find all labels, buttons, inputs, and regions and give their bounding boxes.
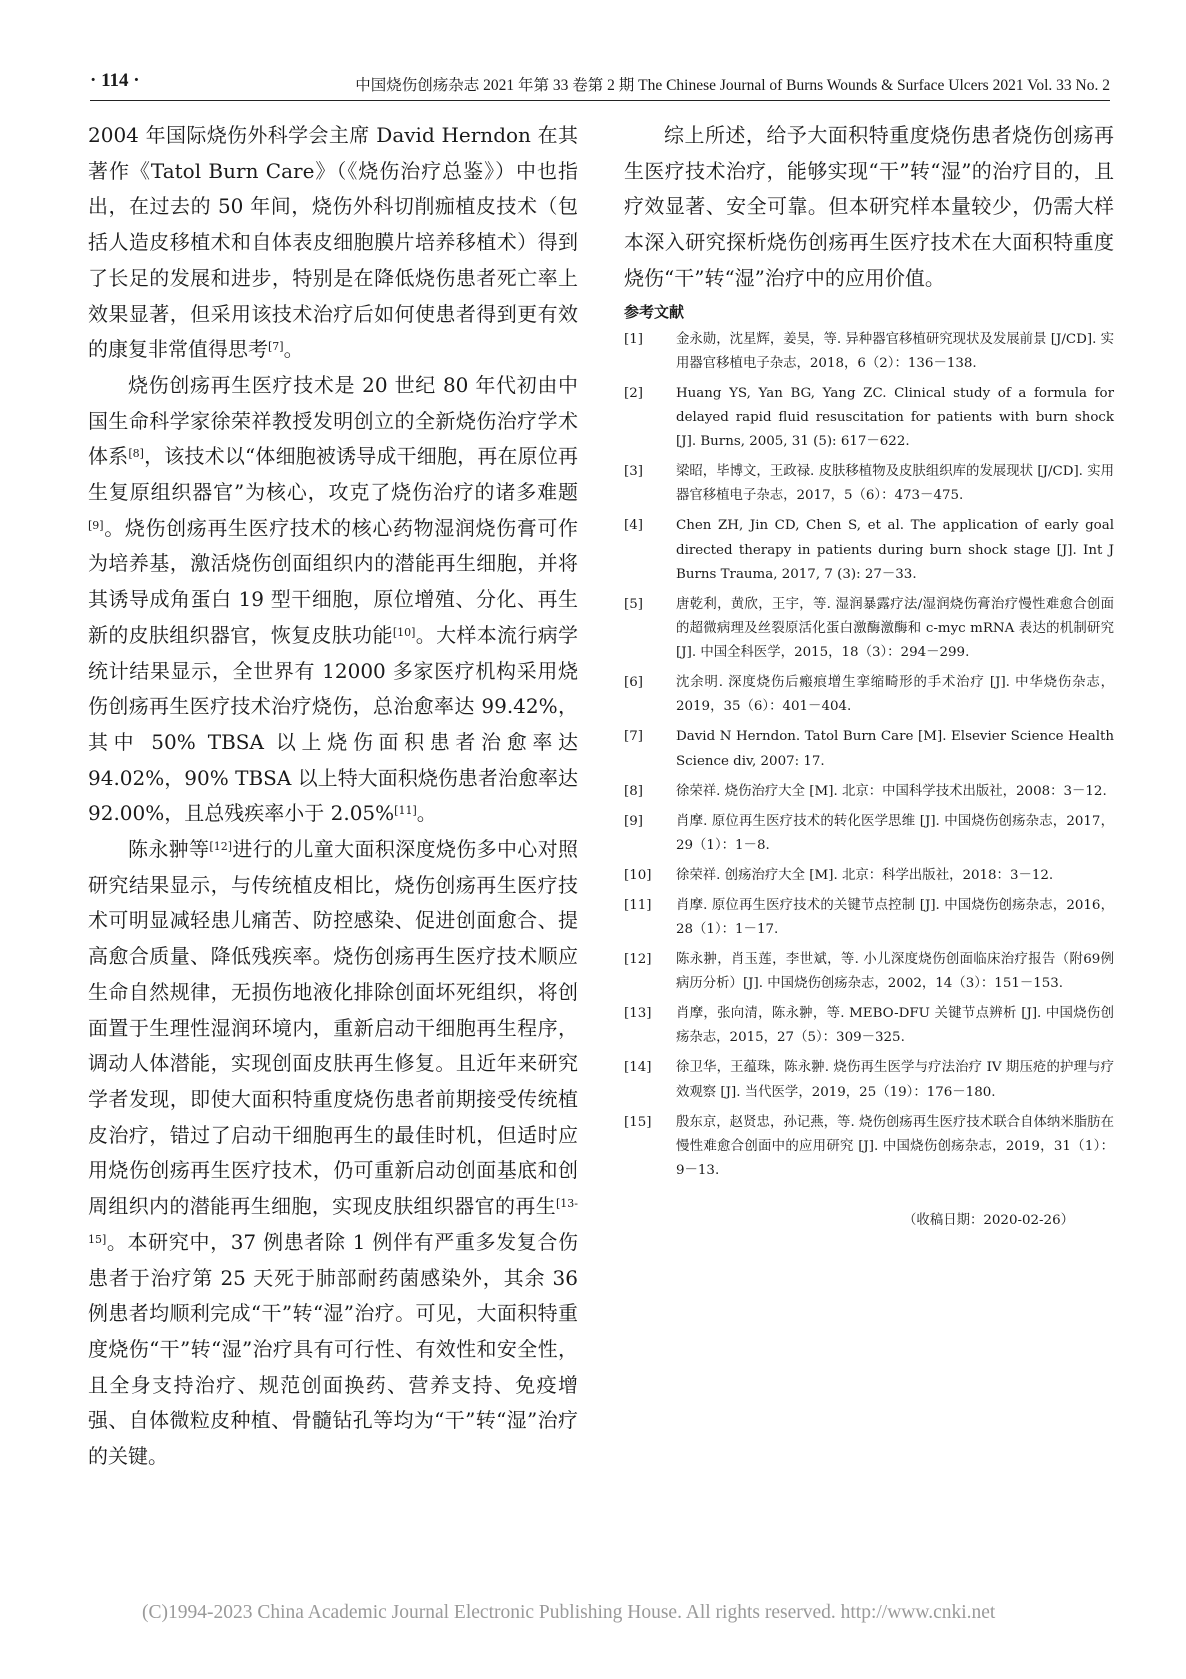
reference-item: [624, 1056, 1114, 1104]
reference-list: [624, 328, 1114, 1184]
left-column: [88, 118, 578, 1475]
page-number: · 114 ·: [90, 70, 140, 91]
reference-number: [2]: [624, 385, 643, 401]
paragraph-text: ，该技术以“体细胞被诱导成干细胞，再在原位再生复原组织器官”为核心，攻克了烧伤治疗的诸多难题: [88, 444, 579, 505]
references-heading: 参考文献: [624, 302, 685, 321]
reference-item: [624, 894, 1114, 942]
reference-text: Chen ZH, Jin CD, Chen S, et al. The application of early goal directed therapy in patients during burn shock stage [J]. Int J Burns Trauma, 2017, 7 (3): 27－33.: [676, 518, 1114, 582]
reference-item: [624, 382, 1114, 455]
paragraph-text: 2004 年国际烧伤外科学会主席 David Herndon 在其著作《Tatol Burn Care》（《烧伤治疗总鉴》）中也指出，在过去的 50 年间，烧伤外科切削痂植皮技术（包括人造皮移植术和自体表皮细胞膜片培养移植术）得到了长足的发展和进步，特别是在降低烧伤患者死亡率上效果显著，但采用该技术治疗后如何使患者得到更有效的康复非常值得思考: [88, 123, 578, 362]
reference-text: 肖摩. 原位再生医疗技术的关键节点控制 [J]. 中国烧伤创疡杂志，2016，28（1）：1－17.: [676, 897, 1114, 937]
paragraph-text: 。: [416, 801, 437, 826]
reference-number: [9]: [624, 813, 643, 829]
reference-item: [624, 593, 1114, 666]
copyright-footer: (C)1994-2023 China Academic Journal Electronic Publishing House. All rights reserved. http://www.cnki.net: [142, 1602, 996, 1623]
citation: [12]: [209, 840, 233, 854]
reference-number: [12]: [624, 951, 652, 967]
citation: [8]: [128, 447, 144, 461]
journal-running-title: 中国烧伤创疡杂志 2021 年第 33 卷第 2 期 The Chinese Journal of Burns Wounds & Surface Ulcers 2021 Vol. 33 No. 2: [355, 77, 1110, 94]
reference-number: [14]: [624, 1060, 652, 1076]
paragraph-text: 。大样本流行病学统计结果显示，全世界有 12000 多家医疗机构采用烧伤创疡再生医疗技术治疗烧伤，总治愈率达 99.42%，其中 50% TBSA 以上烧伤面积患者治愈率达 94.02%，90% TBSA 以上特大面积烧伤患者治愈率达 92.00%，且总残疾率小于 2.05%: [88, 622, 579, 826]
reference-item: [624, 864, 1114, 888]
reference-text: 金永勋，沈星辉，姜昊，等. 异种器官移植研究现状及发展前景 [J/CD]. 实用器官移植电子杂志，2018，6（2）：136－138.: [676, 331, 1114, 371]
reference-number: [3]: [624, 464, 643, 480]
paragraph-text: 陈永翀等: [128, 837, 210, 862]
reference-item: [624, 1002, 1114, 1050]
conclusion-paragraph: 综上所述，给予大面积特重度烧伤患者烧伤创疡再生医疗技术治疗，能够实现“干”转“湿”的治疗目的，且疗效显著、安全可靠。但本研究样本量较少，仍需大样本深入研究探析烧伤创疡再生医疗技术在大面积特重度烧伤“干”转“湿”治疗中的应用价值。: [624, 123, 1114, 290]
reference-number: [6]: [624, 675, 643, 691]
body-paragraph: [88, 832, 578, 1475]
paragraph-text: 。烧伤创疡再生医疗技术的核心药物湿润烧伤膏可作为培养基，激活烧伤创面组织内的潜能再生细胞，并将其诱导成角蛋白 19 型干细胞，原位增殖、分化、再生新的皮肤组织器官，恢复皮肤功能: [88, 515, 578, 647]
reference-number: [1]: [624, 331, 643, 347]
citation: [10]: [392, 625, 416, 639]
reference-text: 徐荣祥. 创疡治疗大全 [M]. 北京：科学出版社，2018：3－12.: [676, 867, 1054, 883]
reference-text: 沈余明. 深度烧伤后瘢痕增生挛缩畸形的手术治疗 [J]. 中华烧伤杂志，2019，35（6）：401－404.: [676, 675, 1114, 715]
citation: [9]: [88, 518, 104, 532]
right-column: [624, 118, 1114, 1228]
citation: [7]: [268, 340, 284, 354]
reference-item: [624, 328, 1114, 376]
paragraph-text: 烧伤创疡再生医疗技术是 20 世纪 80 年代初由中国生命科学家徐荣祥教授发明创立的全新烧伤治疗学术体系: [88, 372, 578, 469]
reference-text: 唐乾利，黄欣，王宇，等. 湿润暴露疗法/湿润烧伤膏治疗慢性难愈合创面的超微病理及丝裂原活化蛋白激酶激酶和 c-myc mRNA 表达的机制研究 [J]. 中国全科医学，2015，18（3）：294－299.: [676, 596, 1114, 661]
paragraph-text: 进行的儿童大面积深度烧伤多中心对照研究结果显示，与传统植皮相比，烧伤创疡再生医疗技术可明显减轻患儿痛苦、防控感染、促进创面愈合、提高愈合质量、降低残疾率。烧伤创疡再生医疗技术顺应生命自然规律，无损伤地液化排除创面坏死组织，将创面置于生理性湿润环境内，重新启动干细胞再生程序，调动人体潜能，实现创面皮肤再生修复。且近年来研究学者发现，即使大面积特重度烧伤患者前期接受传统植皮治疗，错过了启动干细胞再生的最佳时机，但适时应用烧伤创疡再生医疗技术，仍可重新启动创面基底和创周组织内的潜能再生细胞，实现皮肤组织器官的再生: [88, 837, 579, 1219]
reference-text: David N Herndon. Tatol Burn Care [M]. Elsevier Science Health Science div, 2007: 17.: [676, 729, 1114, 769]
reference-number: [13]: [624, 1006, 652, 1022]
reference-text: 殷东京，赵贤忠，孙记燕，等. 烧伤创疡再生医疗技术联合自体纳米脂肪在慢性难愈合创面中的应用研究 [J]. 中国烧伤创疡杂志，2019，31（1）：9－13.: [676, 1114, 1114, 1178]
reference-number: [11]: [624, 897, 652, 913]
reference-number: [5]: [624, 596, 643, 612]
reference-text: 徐荣祥. 烧伤治疗大全 [M]. 北京：中国科学技术出版社，2008：3－12.: [676, 783, 1107, 799]
reference-item: [624, 948, 1114, 996]
reference-text: 梁昭，毕博文，王政禄. 皮肤移植物及皮肤组织库的发展现状 [J/CD]. 实用器官移植电子杂志，2017，5（6）：473－475.: [676, 464, 1114, 504]
reference-item: [624, 810, 1114, 858]
reference-item: [624, 514, 1114, 587]
reference-text: 徐卫华，王蕴珠，陈永翀. 烧伤再生医学与疗法治疗 IV 期压疮的护理与疗效观察 [J]. 当代医学，2019，25（19）：176－180.: [676, 1060, 1114, 1100]
reference-item: [624, 725, 1114, 773]
reference-item: [624, 671, 1114, 719]
received-date: （收稿日期：2020-02-26）: [903, 1213, 1074, 1229]
reference-number: [7]: [624, 729, 643, 745]
reference-item: [624, 1111, 1114, 1184]
reference-item: [624, 460, 1114, 508]
reference-number: [8]: [624, 783, 643, 799]
citation: [13-15]: [88, 1197, 578, 1246]
citation: [11]: [394, 804, 417, 818]
reference-text: 肖摩，张向清，陈永翀，等. MEBO-DFU 关键节点辨析 [J]. 中国烧伤创疡杂志，2015，27（5）：309－325.: [676, 1006, 1114, 1046]
reference-number: [15]: [624, 1114, 652, 1130]
reference-text: 肖摩. 原位再生医疗技术的转化医学思维 [J]. 中国烧伤创疡杂志，2017，29（1）：1－8.: [676, 813, 1114, 853]
body-paragraph: [88, 118, 578, 368]
reference-number: [10]: [624, 867, 652, 883]
paragraph-text: 。: [283, 337, 304, 362]
running-header: [90, 66, 1110, 101]
reference-number: [4]: [624, 518, 643, 534]
body-paragraph: [88, 368, 578, 832]
paragraph-text: 。本研究中，37 例患者除 1 例伴有严重多发复合伤患者于治疗第 25 天死于肺部耐药菌感染外，其余 36 例患者均顺利完成“干”转“湿”治疗。可见，大面积特重度烧伤“干”转“湿”治疗具有可行性、有效性和安全性，且全身支持治疗、规范创面换药、营养支持、免疫增强、自体微粒皮种植、骨髓钻孔等均为“干”转“湿”治疗的关键。: [88, 1229, 578, 1469]
reference-text: 陈永翀，肖玉莲，李世斌，等. 小儿深度烧伤创面临床治疗报告（附69例病历分析）[J]. 中国烧伤创疡杂志，2002，14（3）：151－153.: [676, 951, 1114, 992]
reference-text: Huang YS, Yan BG, Yang ZC. Clinical study of a formula for delayed rapid fluid resuscitation for patients with burn shock [J]. Burns, 2005, 31 (5): 617－622.: [676, 385, 1114, 450]
reference-item: [624, 780, 1114, 804]
